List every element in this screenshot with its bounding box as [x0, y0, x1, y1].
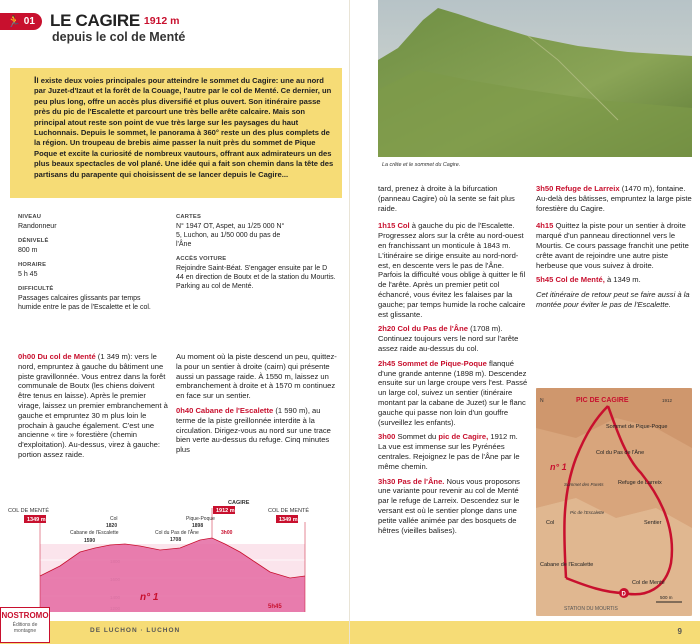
- niveau-value: Randonneur: [18, 223, 57, 230]
- footer-title: DE LUCHON · LUCHON: [90, 627, 181, 634]
- profile-total-time: 5h45: [268, 604, 282, 610]
- step-text: (1 349 m): vers le nord, empruntez à gauche du bâtiment une piste gravillonnée. Vous entrez dans la forêt communale de Boutx (les chiens doivent être tenus en laisse). Après le premier virage, laissez un premier embranchement à gauche et empruntez 30 m plus loin le prochain à gauche également. C'est une ancienne « tire » forestière (chemin d'exploitation). Au-dessus, virez à gauche: portion assez raide.: [18, 352, 168, 459]
- profile-summit-label: CAGIRE: [228, 500, 250, 506]
- step-time: 5h45: [536, 275, 554, 285]
- map-pasane: Col du Pas de l'Âne: [596, 450, 645, 456]
- step-paragraph: [536, 275, 692, 285]
- title-row: [0, 10, 180, 32]
- step-text: (1708 m). Continuez toujours vers le nord sur l'arête assez raide au-dessus du col.: [378, 324, 519, 353]
- step-time: 0h40: [176, 405, 194, 415]
- step-text: 1912 m. La vue est immense sur les Pyrénées centrales. Rejoignez le pas de l'Âne par le même chemin.: [378, 432, 520, 471]
- map-scale: 500 m: [660, 595, 673, 600]
- step-time: 2h20: [378, 324, 396, 334]
- publisher-logo: [0, 607, 50, 643]
- horaire-value: 5 h 45: [18, 271, 38, 278]
- photo-caption: La crête et le sommet du Cagire.: [382, 162, 461, 168]
- logo-text: NOSTROMO: [1, 611, 49, 620]
- page-subtitle: depuis le col de Menté: [52, 30, 186, 44]
- cartes-label: CARTES: [176, 214, 202, 220]
- difficulte-label: DIFFICULTÉ: [18, 286, 54, 292]
- profile-summit-alt: 1912 m: [216, 508, 235, 514]
- acces-label: ACCÈS VOITURE: [176, 256, 227, 262]
- acces-value: Rejoindre Saint-Béat. S'engager ensuite par le D 44 en direction de Boutx et de la station du Mourtis. Parking au col de Menté.: [176, 265, 336, 290]
- step-text: (1470 m), fontaine. Au-delà des bâtisses, empruntez la large piste forestière du Cagire.: [536, 184, 692, 213]
- map-larreix: Refuge de Larreix: [618, 480, 662, 486]
- step-paragraph: [536, 184, 692, 213]
- left-column-2: [176, 352, 338, 460]
- profile-start-label: COL DE MENTÉ: [8, 508, 50, 514]
- step-paragraph: [378, 221, 528, 319]
- step-time: 0h00: [18, 352, 36, 361]
- map-route-label: n° 1: [550, 462, 567, 472]
- intro-box: Il existe deux voies principales pour atteindre le sommet du Cagire: une au nord par Juzet-d'Izaut et la forêt de la Couage, l'autre par le col de Menté. Ce dernier, un peu plus long, offre un accès plus diversifié et plus ouvert. Son itinéraire passe près du pic de l'Escalette et parcourt une très belle arête calcaire. Mais son principal atout reste son point de vue très large sur les paysages du haut Luchonnais. Depuis le sommet, le panorama à 360° reste un des plus complets de la région. Un troupeau de brebis aime passer la nuit près du sommet de Pique Poque et excite la curiosité de nombreux vautours, offrant aux admirateurs un des plus beaux spectacles de vol plané. Une idée qui a fait son chemin dans la tête des partisans du parapente qui choisissent de se lancer depuis le Cagire...: [10, 68, 342, 198]
- profile-end-alt: 1349 m: [279, 517, 298, 523]
- step-time: 4h15: [536, 221, 554, 231]
- step-time: 2h45: [378, 358, 396, 368]
- left-column-1: [18, 352, 168, 465]
- route-map: [536, 388, 692, 616]
- piquepoque-label: Pique-Poque: [186, 516, 215, 522]
- difficulte-value: Passages calcaires glissants par temps humide entre le pas de l'Escalette et le col.: [18, 295, 151, 311]
- col-alt: 1820: [106, 523, 118, 529]
- map-pic-escalette: Pic de l'Escalette: [570, 510, 605, 515]
- map-summit-alt: 1912: [662, 398, 673, 403]
- niveau-label: NIVEAU: [18, 214, 42, 220]
- route-note: Cet itinéraire de retour peut se faire aussi à la montée pour éviter le pas de l'Escalette.: [536, 290, 690, 309]
- route-badge: [0, 13, 42, 30]
- step-text: Quittez la piste pour un sentier à droite marqué d'un panneau directionnel vers le Mourtis. Ce cours passage franchit une petite crête avant de rejoindre une autre piste herbeuse que vous suivez à droite.: [536, 221, 689, 270]
- profile-summit-time: 3h00: [221, 530, 233, 536]
- step-paragraph: Au moment où la piste descend un peu, quittez-la pour un sentier à droite (cairn) qui présente aussi un passage raide. À 1550 m, laissez un embranchement à droite et à 1570 m continuez en face sur un sentier.: [176, 352, 337, 401]
- step-time: 3h00: [378, 432, 396, 442]
- step-place: pic de Cagire,: [438, 432, 489, 442]
- step-place: Pas de l'Âne.: [397, 476, 445, 486]
- pasane-alt: 1708: [170, 537, 182, 543]
- footer-right: [350, 621, 700, 644]
- mountain-photo: [378, 0, 692, 157]
- profile-start-alt: 1349 m: [27, 517, 46, 523]
- step-paragraph: [176, 406, 338, 455]
- step-time: 1h15: [378, 221, 396, 231]
- pasane-label: Col du Pas de l'Âne: [155, 530, 199, 536]
- right-page: [350, 0, 700, 644]
- piquepoque-alt: 1898: [192, 523, 204, 529]
- step-paragraph: tard, prenez à droite à la bifurcation (panneau Cagire) où la sente se fait plus raide.: [378, 184, 515, 213]
- elevation-profile: [0, 500, 350, 620]
- step-paragraph: [378, 324, 528, 353]
- step-text: (1 590 m), au terme de la piste greillonnée interdite à la circulation. Dirigez-vous au nord sur une trace bien verte au-dessus du refuge. Cinq minutes plus: [176, 405, 331, 455]
- logo-subtext: Éditions de montagne: [12, 622, 38, 634]
- horaire-label: HORAIRE: [18, 262, 47, 268]
- step-text: à 1349 m.: [606, 275, 641, 285]
- route-number: 01: [23, 15, 35, 27]
- map-sommet-parets: Sommet des Parets: [564, 482, 604, 487]
- step-place: Col du Pas de l'Âne: [397, 324, 469, 334]
- step-paragraph: [378, 359, 528, 428]
- footer-left: [0, 621, 350, 644]
- map-summit-label: PIC DE CAGIRE: [576, 397, 629, 404]
- info-block: [18, 214, 338, 334]
- step-place: Sommet de Pique-Poque: [397, 358, 487, 368]
- right-column-2: [536, 184, 692, 315]
- page-title: LE CAGIRE: [50, 11, 140, 30]
- north-arrow-icon: N: [540, 398, 544, 404]
- step-paragraph: [18, 352, 168, 460]
- denivele-label: DÉNIVELÉ: [18, 238, 49, 244]
- step-place: Cabane de l'Escalette: [195, 405, 274, 415]
- cabane-alt: 1590: [84, 538, 96, 544]
- cartes-value: N° 1947 OT, Aspet, au 1/25 000 N° 5, Luchon, au 1/50 000 du pas de l'Âne: [176, 223, 285, 248]
- map-colmente: Col de Menté: [632, 580, 665, 586]
- step-place: Du col de Menté: [37, 352, 96, 361]
- col-label: Col: [110, 516, 118, 522]
- start-marker-letter: D: [621, 591, 626, 598]
- step-place: Col: [397, 221, 410, 231]
- step-text: Sommet du: [397, 432, 437, 442]
- summit-altitude: 1912 m: [143, 15, 180, 27]
- map-cabane: Cabane de l'Escalette: [540, 562, 594, 568]
- info-column-2: [176, 214, 336, 291]
- step-time: 3h30: [378, 476, 396, 486]
- step-time: 3h50: [536, 184, 554, 193]
- step-paragraph: [378, 432, 528, 471]
- step-place: Refuge de Larreix: [555, 184, 620, 193]
- map-sentier: Sentier: [644, 520, 662, 526]
- profile-end-label: COL DE MENTÉ: [268, 508, 310, 514]
- step-paragraph: [378, 477, 528, 536]
- map-station: STATION DU MOURTIS: [564, 606, 618, 612]
- step-text: Nous vous proposons une variante pour revenir au col de Menté par le refuge de Larreix. Descendez sur le versant est où le sentier plonge dans une petite vallée animée par des bosquets de hêtres (vieilles balises).: [378, 476, 520, 535]
- cabane-label: Cabane de l'Escalette: [70, 530, 119, 536]
- right-column-1: [378, 184, 528, 540]
- page-number: 9: [677, 627, 682, 636]
- profile-route-label: n° 1: [140, 592, 159, 603]
- step-place: Col de Menté,: [555, 275, 605, 285]
- step-text: à gauche du pic de l'Escalette. Progressez alors sur la crête au nord-ouest en franchissant un monticule à 1843 m. L'itinéraire se dirige ensuite au nord-nord-est, en descente vers le pas de l'Âne. Parfois la difficulté vous oblige à quitter le fil de l'arête. Après un premier petit col échancré, vous évitez les falaises par la gauche; par temps humide la roche calcaire est glissante.: [378, 221, 526, 319]
- hiker-icon: 🏃: [7, 15, 21, 28]
- step-paragraph: [536, 221, 692, 270]
- map-col: Col: [546, 520, 555, 526]
- step-text: flanqué d'une grande antenne (1898 m). Descendez ensuite sur un large croupe vers l'est. Passé un large col, suivez un sentier (itinéraire montant par la cabane de Juzet) sur le flanc gauche qui passe non loin d'un gouffre (surveillez les enfants).: [378, 358, 528, 427]
- denivele-value: 800 m: [18, 247, 38, 254]
- map-piquepoque: Sommet de Pique-Poque: [606, 424, 668, 430]
